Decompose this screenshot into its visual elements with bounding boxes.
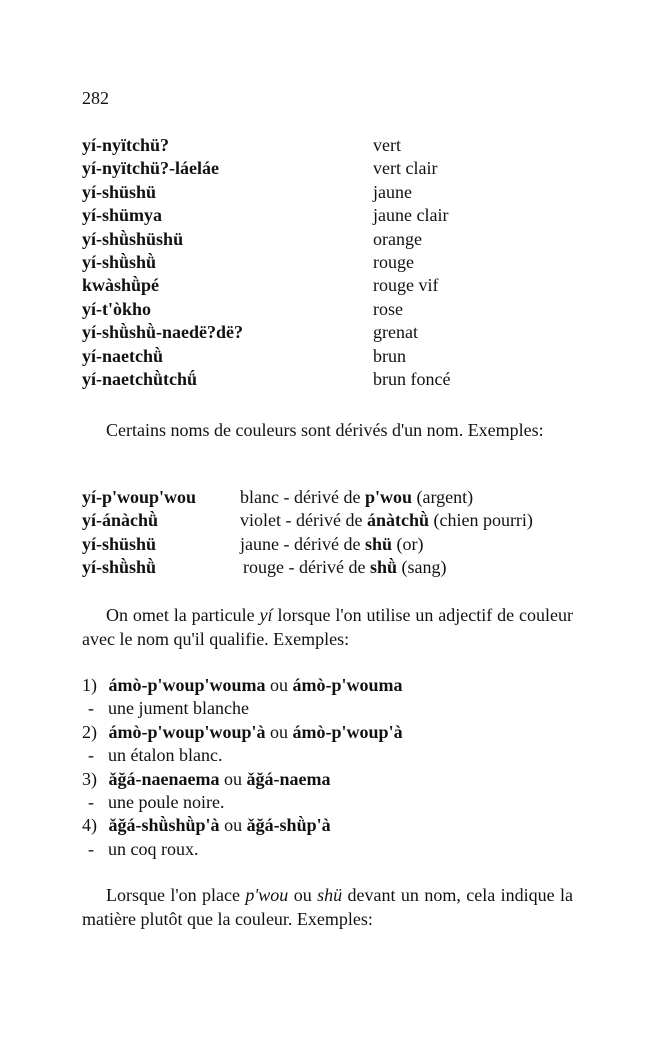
example-or: ou (265, 675, 293, 695)
color-row (82, 274, 582, 297)
example-form-b: ámò-p'woup'à (292, 721, 403, 742)
material-word: shü (317, 885, 343, 905)
derived-desc (240, 486, 473, 509)
color-gloss: orange (373, 228, 422, 249)
example-item (82, 674, 582, 697)
example-form-a: ǎğá-shǜshǜp'à (108, 815, 220, 836)
paragraph-particle-omission (82, 604, 573, 651)
paragraph-text: ou (288, 885, 318, 905)
color-gloss: rouge vif (373, 275, 439, 296)
paragraph-text: devant un nom, cela indique la matière plutôt que la couleur. Exemples: (82, 885, 574, 929)
derived-color-list (82, 486, 582, 580)
color-gloss: rouge (373, 251, 414, 272)
color-row (82, 228, 582, 251)
example-gloss (82, 744, 222, 767)
page-number: 282 (82, 88, 109, 108)
color-gloss: vert (373, 135, 401, 155)
color-gloss: vert clair (373, 158, 438, 179)
derived-term: yí-ánàchǜ (82, 510, 159, 531)
color-row (82, 298, 582, 321)
example-item (82, 814, 582, 837)
example-form-a: ǎğá-naenaema (108, 768, 220, 789)
dash: - (88, 698, 94, 719)
color-term: yí-t'òkho (82, 298, 152, 319)
example-list (82, 674, 582, 861)
color-term: yí-shǜshǜ (82, 251, 157, 272)
example-form-b: ǎğá-shǜp'à (246, 815, 331, 836)
derived-desc-prefix: rouge - dérivé de (243, 557, 370, 578)
example-item (82, 768, 582, 791)
dash: - (88, 791, 94, 812)
example-or: ou (265, 721, 293, 742)
color-term: yí-naetchǜ (82, 345, 163, 366)
color-row (82, 368, 582, 391)
paragraph-text: lorsque l'on utilise un adjectif de couleur avec le nom qu'il qualifie. Exemples: (82, 605, 573, 649)
example-or: ou (219, 815, 247, 836)
example-number: 3) (82, 768, 97, 789)
color-gloss: jaune clair (373, 205, 449, 226)
color-gloss: brun foncé (373, 368, 451, 389)
derived-desc (240, 509, 533, 532)
example-form-b: ǎğá-naema (246, 768, 331, 789)
color-term: yí-shǜshüshü (82, 228, 184, 249)
derived-source-noun: p'wou (364, 487, 412, 507)
derived-source-noun: shü (364, 533, 392, 554)
example-number: 1) (82, 675, 97, 695)
color-row (82, 251, 582, 274)
color-row (82, 134, 582, 157)
particle-word: yí (259, 605, 273, 625)
derived-source-noun: shǜ (369, 557, 397, 578)
color-term-list (82, 134, 582, 391)
example-gloss-text: une poule noire. (108, 791, 225, 812)
derived-desc (243, 556, 446, 579)
dash: - (88, 745, 94, 766)
derived-row (82, 509, 582, 532)
color-term: yí-shümya (82, 205, 163, 226)
color-term: kwàshǜpé (82, 275, 160, 296)
example-gloss (82, 791, 224, 814)
paragraph-text: Certains noms de couleurs sont dérivés d'un nom. Exemples: (106, 420, 544, 440)
example-gloss (82, 697, 249, 720)
color-term: yí-shüshü (82, 181, 157, 202)
color-term: yí-nyïtchü? (82, 135, 170, 155)
color-term: yí-shǜshǜ-naedë?dë? (82, 322, 244, 343)
example-form-a: ámò-p'woup'woup'à (108, 721, 266, 742)
example-gloss-text: un coq roux. (108, 838, 199, 859)
derived-source-noun: ánàtchǜ (366, 510, 429, 531)
derived-row (82, 486, 582, 509)
color-row (82, 321, 582, 344)
example-number: 4) (82, 815, 97, 836)
color-row (82, 345, 582, 368)
example-form-a: ámò-p'woup'wouma (108, 675, 266, 695)
derived-desc-meaning: (chien pourri) (428, 510, 533, 531)
derived-desc-meaning: (or) (391, 533, 424, 554)
example-number: 2) (82, 721, 97, 742)
paragraph-text: Lorsque l'on place (106, 885, 246, 905)
derived-row (82, 556, 582, 579)
color-term: yí-naetchǜtchǘ (82, 368, 198, 389)
derived-term: yí-p'woup'wou (82, 487, 197, 507)
derived-row (82, 533, 582, 556)
color-gloss: brun (373, 345, 406, 366)
derived-desc (240, 533, 423, 556)
dash: - (88, 838, 94, 859)
derived-desc-meaning: (argent) (411, 487, 474, 507)
derived-term: yí-shǜshǜ (82, 557, 157, 578)
example-item (82, 721, 582, 744)
color-gloss: rose (373, 298, 403, 319)
color-row (82, 181, 582, 204)
derived-desc-prefix: blanc - dérivé de (240, 487, 365, 507)
color-gloss: jaune (373, 181, 412, 202)
derived-desc-prefix: jaune - dérivé de (240, 533, 365, 554)
color-row (82, 204, 582, 227)
derived-desc-meaning: (sang) (396, 557, 447, 578)
example-gloss-text: une jument blanche (108, 698, 249, 719)
paragraph-derived-intro (82, 419, 573, 443)
paragraph-material-note (82, 884, 573, 931)
paragraph-text: On omet la particule (106, 605, 260, 625)
color-term: yí-nyïtchü?-láeláe (82, 158, 219, 179)
example-gloss (82, 838, 198, 861)
example-or: ou (219, 768, 247, 789)
example-gloss-text: un étalon blanc. (108, 745, 223, 766)
derived-desc-prefix: violet - dérivé de (240, 510, 367, 531)
color-gloss: grenat (373, 322, 418, 343)
example-form-b: ámò-p'wouma (292, 675, 403, 695)
material-word: p'wou (245, 885, 289, 905)
derived-term: yí-shüshü (82, 533, 157, 554)
color-row (82, 157, 582, 180)
